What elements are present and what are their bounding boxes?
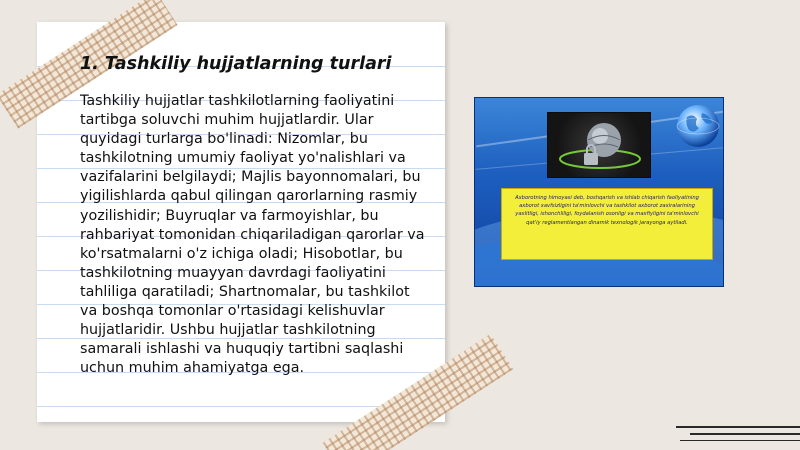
slide-body-text: Tashkiliy hujjatlar tashkilotlarning faoliyatini tartibga soluvchi muhim hujjatlardir. Ular quyidagi turlarga bo'linadi: Nizomlar, bu tashkilotning umumiy faoliyat yo'nalishlari va vazifalarini belgilaydi; Majlis bayonnomalari, bu yigilishlarda qabul qilingan qarorlarning rasmiy yozilishidir; Buyruqlar va farmoyishlar, bu rahbariyat tomonidan chiqariladigan qarorlar va ko'rsatmalarni o'z ichiga oladi; Hisobotlar, bu tashkilotning muayyan davrdagi faoliyatini tahliliga qaratiladi; Shartnomalar, bu tashkilot va boshqa tomonlar o'rtasidagi kelishuvlar hujjatlaridir. Ushbu hujjatlar tashkilotning samarali ishlashi va huquqiy tartibni saqlashi uchun muhim ahamiyatga ega. [80, 93, 425, 377]
illustration-image [474, 97, 724, 287]
slide-title: 1. Tashkiliy hujjatlarning turlari [80, 54, 392, 74]
decorative-line [690, 433, 800, 435]
decorative-line [680, 440, 800, 441]
padlock-globe-photo [547, 112, 651, 178]
decorative-line [676, 426, 800, 428]
globe-icon [675, 103, 721, 149]
figure-caption: Axborotning himoyasi deb, boshqarish va ishlab chiqarish faoliyatining axborot xavfsizligini ta'minlovchi va tashkilot axborot zaxiralarining yaxlitligi, ishonchliligi, foydalanish osonligi va maxfiyligini ta'minlovchi qat'iy reglamentlangan dinamik texnologik jarayonga aytiladi. [501, 188, 713, 260]
